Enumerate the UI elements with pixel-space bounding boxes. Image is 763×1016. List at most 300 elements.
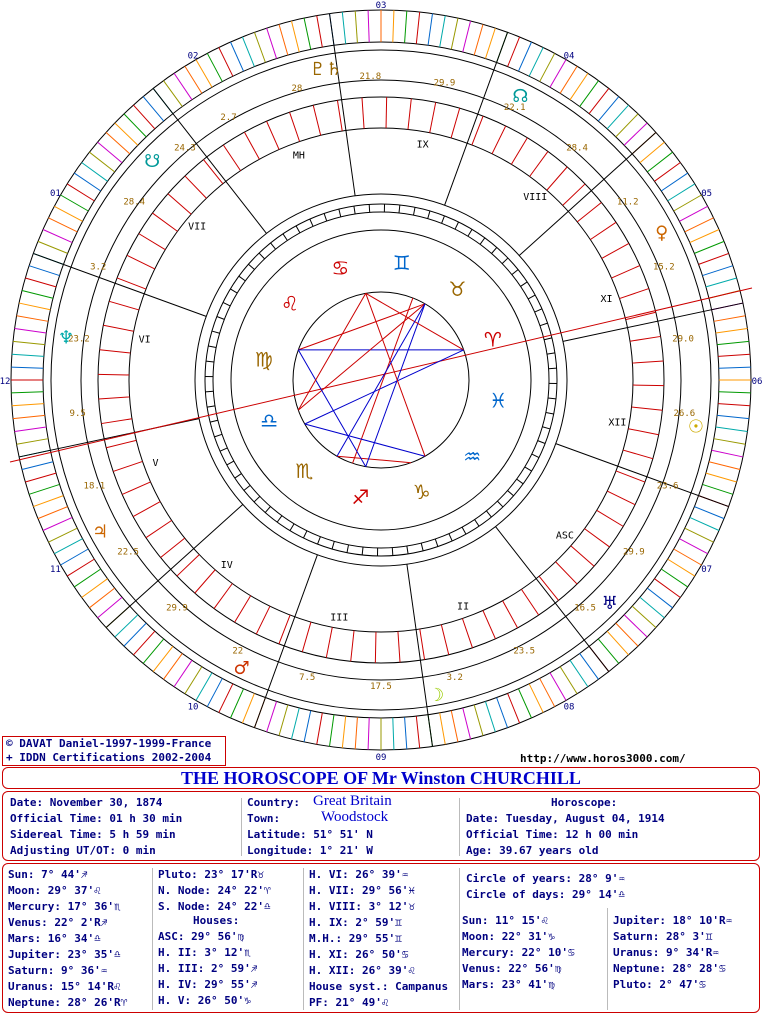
- wheel-tick: [207, 406, 215, 407]
- planet-degree-label: 22.1: [503, 102, 526, 113]
- natal-planet-row: Uranus: 15° 14'R♌: [8, 980, 121, 993]
- outer-month-label: 06: [751, 377, 763, 387]
- wheel-tick: [82, 163, 108, 182]
- outer-month-label: 10: [187, 702, 199, 713]
- outer-month-label: 05: [701, 189, 713, 199]
- page-title: THE HOROSCOPE OF Mr Winston CHURCHILL: [2, 767, 760, 789]
- zodiac-sign-icon: ♌: [280, 291, 299, 316]
- wheel-tick: [124, 623, 146, 646]
- wheel-tick: [339, 209, 341, 217]
- wheel-tick: [267, 121, 280, 149]
- wheel-tick: [560, 66, 577, 93]
- outer-month-label: 08: [563, 702, 575, 713]
- house-row: House syst.: Campanus: [309, 980, 449, 993]
- wheel-tick: [153, 646, 173, 671]
- wheel-tick: [706, 473, 737, 482]
- planet-degree-label: 24.3: [174, 143, 196, 154]
- wheel-tick: [679, 206, 707, 221]
- wheel-tick: [115, 615, 138, 637]
- wheel-tick: [115, 123, 138, 145]
- wheel-tick: [317, 16, 323, 48]
- house-row: ASC: 29° 56'♍: [158, 930, 245, 943]
- wheel-tick: [185, 176, 206, 198]
- outer-month-label: 04: [563, 51, 575, 62]
- wheel-tick: [560, 667, 577, 694]
- circle-row: Circle of days: 29° 14'♎: [466, 888, 625, 901]
- wheel-tick: [550, 673, 566, 701]
- wheel-tick: [607, 631, 628, 655]
- wheel-tick: [271, 243, 276, 249]
- node-row: S. Node: 24° 22'♎: [158, 900, 271, 913]
- wheel-tick: [208, 346, 216, 348]
- planet-degree-label: 3.2: [446, 672, 463, 683]
- zodiac-sign-icon: ♐: [351, 485, 370, 510]
- wheel-tick: [223, 145, 240, 171]
- outer-month-label: 11: [49, 565, 61, 575]
- natal-planet-row: Moon: 29° 37'♌: [8, 884, 101, 897]
- natal-planet-row: Saturn: 9° 36'♒: [8, 964, 108, 977]
- zodiac-sign-icon: ♎: [260, 408, 279, 433]
- wheel-tick: [503, 601, 518, 628]
- wheel-tick: [254, 496, 260, 502]
- divider: [459, 868, 460, 1010]
- wheel-tick: [580, 653, 599, 679]
- wheel-tick: [355, 717, 357, 749]
- wheel-tick: [355, 11, 357, 43]
- planet-degree-label: 2.7: [220, 112, 237, 123]
- house-label: XII: [608, 417, 627, 429]
- wheel-tick: [368, 718, 369, 750]
- wheel-tick: [616, 114, 638, 137]
- transit-planet-row: Sun: 11° 15'♌: [462, 914, 549, 927]
- wheel-tick: [185, 667, 202, 694]
- wheel-tick: [451, 711, 458, 742]
- horoscope-header: Horoscope:: [551, 796, 618, 809]
- wheel-tick: [492, 247, 497, 253]
- wheel-tick: [616, 623, 638, 646]
- wheel-tick: [647, 588, 672, 608]
- wheel-tick: [441, 625, 448, 655]
- wheel-tick: [428, 211, 430, 219]
- credits-line-2: + IDDN Certifications 2002-2004: [6, 751, 212, 764]
- wheel-tick: [43, 230, 72, 243]
- wheel-tick: [15, 329, 47, 333]
- wheel-tick: [279, 24, 288, 55]
- wheel-tick: [393, 10, 394, 42]
- planet-degree-label: 18.1: [83, 481, 106, 492]
- wheel-tick: [223, 302, 230, 306]
- wheel-tick: [549, 368, 557, 369]
- wheel-tick: [206, 361, 214, 362]
- wheel-tick: [61, 549, 89, 565]
- wheel-tick: [106, 440, 136, 447]
- wheel-tick: [718, 354, 750, 356]
- wheel-tick: [143, 97, 164, 122]
- wheel-tick: [207, 53, 222, 81]
- wheel-tick: [462, 527, 466, 534]
- planet-degree-label: 15.2: [652, 262, 675, 273]
- wheel-tick: [717, 415, 749, 418]
- mc-axis: [353, 298, 413, 463]
- wheel-tick: [623, 450, 653, 459]
- divider: [152, 868, 153, 1010]
- wheel-tick: [462, 618, 472, 647]
- wheel-tick: [205, 391, 213, 392]
- wheel-tick: [421, 543, 423, 551]
- wheel-tick: [512, 270, 518, 275]
- wheel-tick: [362, 98, 364, 129]
- wheel-tick: [393, 718, 394, 750]
- wheel-tick: [239, 276, 245, 281]
- planet-degree-label: 29.9: [433, 78, 456, 89]
- wheel-tick: [483, 610, 496, 638]
- wheel-tick: [89, 588, 114, 608]
- planet-degree-label: 23.2: [68, 334, 90, 345]
- wheel-tick: [279, 615, 290, 644]
- zodiac-sign-icon: ♉: [448, 276, 467, 301]
- house-label: V: [152, 458, 159, 470]
- wheel-tick: [632, 407, 663, 410]
- wheel-tick: [540, 53, 555, 81]
- natal-planet-row: Jupiter: 23° 35'♎: [8, 948, 121, 961]
- wheel-tick: [174, 660, 192, 687]
- planet-degree-label: 16.5: [574, 603, 596, 614]
- divider: [303, 868, 304, 1010]
- planet-degree-label: 22.5: [117, 547, 139, 558]
- wheel-tick: [679, 539, 707, 554]
- zodiac-sign-icon: ♏: [295, 459, 314, 484]
- wheel-tick: [342, 716, 345, 748]
- wheel-tick: [547, 353, 555, 354]
- wheel-tick: [146, 520, 172, 537]
- planet-degree-label: 22: [232, 646, 244, 657]
- wheel-tick: [628, 429, 658, 435]
- wheel-tick: [716, 427, 748, 431]
- wheel-tick: [12, 404, 44, 406]
- wheel-tick: [485, 701, 495, 731]
- wheel-tick: [632, 361, 663, 363]
- natal-planet-row: Mars: 16° 34'♎: [8, 932, 101, 945]
- wheel-tick: [48, 528, 77, 542]
- zodiac-sign-icon: ♊: [392, 250, 411, 275]
- wheel-tick: [598, 97, 619, 122]
- wheel-tick: [304, 711, 311, 742]
- wheel-tick: [98, 374, 129, 375]
- house-label: III: [330, 612, 349, 624]
- wheel-tick: [539, 576, 558, 600]
- wheel-tick: [570, 73, 588, 100]
- wheel-tick: [502, 258, 508, 264]
- wheel-tick: [486, 511, 491, 517]
- wheel-tick: [254, 32, 265, 62]
- wheel-tick: [607, 105, 628, 129]
- wheel-tick: [463, 21, 471, 52]
- wheel-tick: [611, 266, 639, 279]
- wheel-tick: [133, 105, 154, 129]
- planet-glyph-icon: ☽: [428, 685, 445, 707]
- wheel-tick: [529, 684, 543, 713]
- wheel-tick: [265, 507, 270, 513]
- zodiac-sign-icon: ♈: [483, 327, 502, 352]
- wheel-tick: [25, 473, 56, 482]
- wheel-tick: [161, 538, 185, 557]
- planet-glyph-icon: ♅: [601, 592, 618, 614]
- wheel-tick: [661, 173, 688, 191]
- planet-degree-label: 17.5: [370, 682, 392, 692]
- zodiac-sign-icon: ♒: [463, 444, 482, 469]
- planet-glyph-icon: ☋: [144, 151, 161, 173]
- wheel-tick: [518, 689, 531, 718]
- wheel-tick: [22, 462, 53, 470]
- wheel-tick: [375, 632, 376, 663]
- wheel-tick: [133, 631, 154, 655]
- wheel-tick: [550, 60, 566, 88]
- wheel-tick: [508, 693, 520, 723]
- wheel-tick: [420, 629, 425, 660]
- planet-degree-label: 21.8: [359, 72, 382, 83]
- wheel-tick: [196, 60, 212, 88]
- wheel-tick: [474, 705, 483, 736]
- wheel-tick: [694, 241, 724, 253]
- wheel-tick: [702, 266, 732, 276]
- wheel-tick: [219, 47, 233, 76]
- wheel-tick: [310, 219, 313, 226]
- wheel-tick: [475, 520, 479, 527]
- divider: [459, 798, 460, 856]
- wheel-tick: [127, 255, 155, 269]
- wheel-tick: [369, 204, 370, 212]
- outer-month-label: 03: [375, 1, 387, 11]
- house-label: MH: [292, 150, 305, 162]
- outer-month-label: 09: [375, 753, 387, 763]
- wheel-tick: [521, 282, 528, 286]
- house-row: H. VII: 29° 56'♓: [309, 884, 415, 897]
- wheel-tick: [694, 507, 724, 519]
- wheel-tick: [589, 88, 609, 113]
- website-link[interactable]: http://www.horos3000.com/: [520, 752, 686, 765]
- wheel-tick: [54, 539, 82, 554]
- wheel-tick: [398, 631, 400, 662]
- wheel-tick: [548, 398, 556, 399]
- wheel-tick: [511, 138, 527, 165]
- wheel-tick: [177, 555, 199, 576]
- wheel-tick: [74, 173, 101, 191]
- wheel-tick: [279, 705, 288, 736]
- planet-degree-label: 29.9: [166, 603, 188, 614]
- zodiac-sign-icon: ♍: [254, 347, 273, 372]
- wheel-tick: [368, 10, 369, 42]
- wheel-tick: [13, 415, 45, 418]
- wheel-tick: [685, 528, 714, 542]
- wheel-tick: [207, 678, 222, 706]
- wheel-tick: [540, 678, 555, 706]
- wheel-tick: [82, 579, 108, 598]
- planet-degree-label: 23.5: [513, 646, 536, 657]
- wheel-tick: [451, 18, 458, 49]
- house-row: H. XII: 26° 39'♌: [309, 964, 415, 977]
- wheel-tick: [719, 392, 751, 393]
- wheel-tick: [719, 367, 751, 368]
- birth-info-panel: [2, 791, 760, 861]
- zodiac-sign-icon: ♑: [412, 479, 431, 504]
- wheel-tick: [616, 471, 645, 482]
- houses-header: Houses:: [193, 914, 240, 927]
- wheel-tick: [133, 502, 160, 517]
- planet-glyph-icon: ☉: [687, 416, 704, 438]
- house-row: H. V: 26° 50'♑: [158, 994, 251, 1007]
- house-label: XI: [600, 293, 613, 305]
- wheel-tick: [690, 517, 719, 530]
- wheel-tick: [22, 290, 53, 298]
- house-row: H. IX: 2° 59'♊: [309, 916, 402, 929]
- natal-planet-row: Venus: 22° 2'R♐: [8, 916, 108, 929]
- wheel-tick: [530, 151, 548, 176]
- house-label: VIII: [523, 192, 548, 204]
- wheel-tick: [497, 698, 508, 728]
- wheel-tick: [54, 206, 82, 221]
- wheel-tick: [214, 583, 232, 608]
- wheel-tick: [712, 450, 743, 457]
- wheel-tick: [544, 338, 552, 340]
- wheel-tick: [517, 479, 523, 484]
- wheel-tick: [563, 184, 585, 205]
- wheel-tick: [303, 531, 307, 538]
- wheel-tick: [584, 529, 609, 547]
- wheel-tick: [248, 264, 254, 269]
- planet-degree-label: 9.5: [69, 408, 86, 419]
- wheel-tick: [235, 596, 251, 623]
- wheel-tick: [330, 715, 334, 747]
- wheel-tick: [174, 73, 192, 100]
- wheel-tick: [43, 517, 72, 530]
- wheel-tick: [392, 548, 393, 556]
- transit-planet-row: Saturn: 28° 3'♊: [613, 930, 713, 943]
- planet-degree-label: 26.6: [673, 408, 696, 419]
- birth-date: Date: November 30, 1874: [10, 796, 163, 809]
- transit-planet-row: Uranus: 9° 34'R♒: [613, 946, 719, 959]
- wheel-tick: [17, 316, 49, 322]
- wheel-tick: [29, 484, 59, 494]
- wheel-tick: [463, 708, 471, 739]
- wheel-tick: [33, 496, 63, 507]
- wheel-tick: [440, 713, 446, 745]
- wheel-tick: [100, 350, 131, 353]
- planet-degree-label: 28: [291, 83, 303, 94]
- planet-degree-label: 28.4: [123, 197, 146, 208]
- wheel-tick: [661, 569, 688, 587]
- wheel-tick: [337, 100, 342, 131]
- wheel-tick: [571, 546, 594, 566]
- wheel-tick: [525, 467, 532, 471]
- wheel-tick: [668, 184, 695, 201]
- wheel-tick: [347, 545, 349, 553]
- wheel-tick: [113, 461, 142, 471]
- wheel-tick: [168, 194, 191, 214]
- wheel-tick: [430, 102, 436, 132]
- wheel-tick: [259, 253, 265, 259]
- birth-official-time: Official Time: 01 h 30 min: [10, 812, 183, 825]
- house-row: H. II: 3° 12'♏: [158, 946, 251, 959]
- wheel-tick: [214, 434, 222, 437]
- planet-glyph-icon: ♂: [233, 657, 250, 679]
- wheel-tick: [332, 541, 334, 549]
- house-row: M.H.: 29° 55'♊: [309, 932, 402, 945]
- wheel-tick: [313, 105, 320, 135]
- wheel-tick: [626, 312, 656, 319]
- house-row: PF: 21° 49'♌: [309, 996, 389, 1009]
- wheel-tick: [67, 184, 94, 201]
- wheel-tick: [143, 639, 164, 664]
- wheel-tick: [242, 693, 254, 723]
- planet-glyph-icon: ♀: [655, 222, 669, 244]
- planet-degree-label: 23.6: [656, 481, 679, 492]
- house-label: VI: [138, 334, 151, 346]
- wheel-tick: [362, 547, 363, 555]
- wheel-tick: [716, 329, 748, 333]
- wheel-tick: [455, 222, 459, 229]
- wheel-tick: [485, 28, 495, 58]
- wheel-tick: [449, 534, 452, 541]
- outer-month-label: 12: [0, 377, 11, 387]
- wheel-tick: [217, 317, 224, 320]
- wheel-tick: [354, 206, 355, 214]
- wheel-tick: [597, 510, 624, 526]
- wheel-tick: [542, 427, 550, 429]
- wheel-tick: [416, 716, 419, 748]
- wheel-tick: [702, 484, 732, 494]
- house-row: H. XI: 26° 50'♋: [309, 948, 409, 961]
- wheel-tick: [103, 325, 133, 331]
- planet-degree-label: 28.4: [566, 143, 588, 154]
- wheel-tick: [706, 278, 737, 287]
- town-label: Town:: [247, 812, 281, 825]
- wheel-tick: [164, 81, 183, 107]
- aspect-lines: [298, 293, 463, 466]
- horoscope-age: Age: 39.67 years old: [466, 844, 599, 857]
- wheel-tick: [106, 132, 130, 153]
- wheel-tick: [227, 461, 234, 465]
- planet-glyph-icon: ♇♄: [309, 58, 342, 80]
- aspect-line: [298, 304, 425, 350]
- wheel-tick: [152, 213, 177, 231]
- country-label: Country:: [247, 796, 300, 809]
- wheel-tick: [413, 207, 415, 215]
- house-cusp-line: [407, 564, 433, 746]
- wheel-tick: [468, 229, 472, 236]
- house-label: VII: [188, 221, 207, 233]
- wheel-tick: [472, 116, 483, 145]
- wheel-tick: [212, 331, 220, 333]
- wheel-tick: [540, 323, 548, 326]
- wheel-tick: [230, 289, 237, 293]
- wheel-tick: [38, 241, 68, 253]
- wheel-tick: [304, 18, 311, 49]
- wheel-tick: [508, 491, 514, 496]
- wheel-tick: [492, 126, 506, 154]
- wheel-tick: [195, 570, 215, 593]
- wheel-tick: [640, 597, 665, 618]
- wheel-tick: [231, 689, 244, 718]
- planet-degree-label: 29.0: [672, 334, 694, 345]
- planet-glyph-icon: ☊: [512, 86, 529, 108]
- transit-planet-row: Jupiter: 18° 10'R♒: [613, 914, 733, 927]
- wheel-tick: [164, 653, 183, 679]
- wheel-tick: [101, 419, 132, 424]
- wheel-tick: [219, 684, 233, 713]
- wheel-tick: [619, 289, 648, 299]
- wheel-tick: [11, 392, 43, 393]
- wheel-tick: [244, 485, 250, 490]
